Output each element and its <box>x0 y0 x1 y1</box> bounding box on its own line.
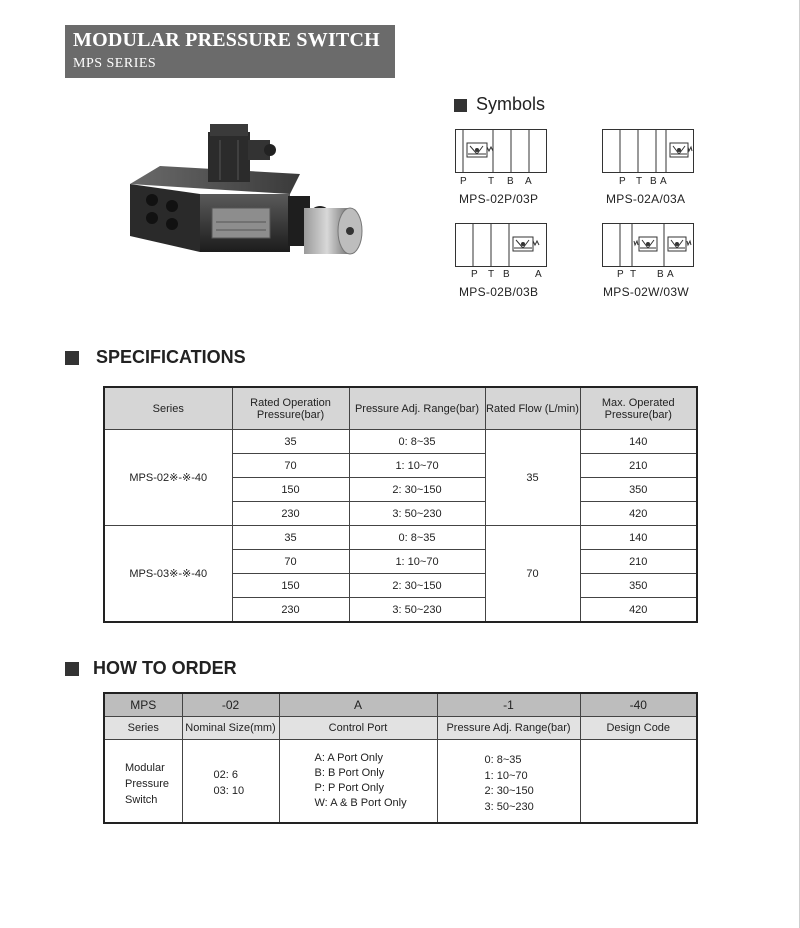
symbols-heading: Symbols <box>476 94 546 114</box>
port-label-t: T <box>636 176 643 187</box>
max-pressure-cell: 420 <box>580 502 697 526</box>
label-cell: Control Port <box>279 717 437 740</box>
symbol-mps-02b <box>455 223 547 267</box>
order-code-row <box>104 693 697 717</box>
range-cell: 1: 10~70 <box>349 550 485 574</box>
max-pressure-cell: 210 <box>580 454 697 478</box>
column-header: Max. Operated Pressure(bar) <box>580 387 697 430</box>
port-label-a: A <box>660 176 667 187</box>
port-label-t: T <box>630 269 637 280</box>
specifications-table <box>103 386 698 623</box>
code-cell: -02 <box>182 693 279 717</box>
range-cell: 3: 50~230 <box>349 502 485 526</box>
label-cell: Nominal Size(mm) <box>182 717 279 740</box>
order-heading-marker <box>65 662 79 676</box>
range-cell: 3: 50~230 <box>349 598 485 623</box>
page-subtitle: MPS SERIES <box>73 56 157 71</box>
rated-pressure-cell: 230 <box>232 502 349 526</box>
column-header: Series <box>104 387 232 430</box>
label-cell: Design Code <box>580 717 697 740</box>
rated-pressure-cell: 150 <box>232 478 349 502</box>
range-cell: 2: 30~150 <box>349 574 485 598</box>
range-cell: 0: 8~35 <box>349 526 485 550</box>
range-line: 1: 10~70 <box>484 769 528 782</box>
port-line: W: A & B Port Only <box>314 797 407 809</box>
column-header: Rated Operation Pressure(bar) <box>232 387 349 430</box>
rated-pressure-cell: 150 <box>232 574 349 598</box>
column-header: Rated Flow (L/min) <box>485 387 580 430</box>
rated-pressure-cell: 230 <box>232 598 349 623</box>
table-row <box>104 430 697 454</box>
size-line: 03: 10 <box>213 785 245 797</box>
symbol-name: MPS-02W/03W <box>603 285 689 299</box>
order-table <box>103 692 698 824</box>
port-label-p: P <box>460 176 467 187</box>
size-detail-cell <box>182 740 279 824</box>
label-cell: Pressure Adj. Range(bar) <box>437 717 580 740</box>
order-label-row <box>104 717 697 740</box>
range-cell: 2: 30~150 <box>349 478 485 502</box>
port-detail-cell <box>279 740 437 824</box>
max-pressure-cell: 350 <box>580 574 697 598</box>
order-detail-row <box>104 740 697 824</box>
range-cell: 0: 8~35 <box>349 430 485 454</box>
flow-cell: 35 <box>485 430 580 526</box>
max-pressure-cell: 420 <box>580 598 697 623</box>
symbols-heading-marker <box>454 99 467 112</box>
series-detail-cell <box>104 740 182 824</box>
port-label-a: A <box>667 269 674 280</box>
port-line: B: B Port Only <box>314 767 385 779</box>
range-line: 0: 8~35 <box>484 754 522 766</box>
port-line: P: P Port Only <box>314 782 384 794</box>
series-cell: MPS-03※-※-40 <box>104 526 232 623</box>
size-line: 02: 6 <box>213 769 238 781</box>
specifications-heading-marker <box>65 351 79 365</box>
max-pressure-cell: 140 <box>580 526 697 550</box>
code-cell: MPS <box>104 693 182 717</box>
order-heading: HOW TO ORDER <box>93 658 237 678</box>
label-cell: Series <box>104 717 182 740</box>
rated-pressure-cell: 70 <box>232 454 349 478</box>
port-label-t: T <box>488 176 495 187</box>
symbol-mps-02w <box>602 223 694 267</box>
range-detail-cell <box>437 740 580 824</box>
port-label-p: P <box>471 269 478 280</box>
table-header-row <box>104 387 697 430</box>
code-cell: A <box>279 693 437 717</box>
page-title: MODULAR PRESSURE SWITCH <box>73 29 380 51</box>
port-line: A: A Port Only <box>314 752 383 764</box>
max-pressure-cell: 210 <box>580 550 697 574</box>
symbol-name: MPS-02B/03B <box>459 285 539 299</box>
rated-pressure-cell: 35 <box>232 430 349 454</box>
code-cell: -40 <box>580 693 697 717</box>
series-line: Modular <box>125 762 165 774</box>
series-cell: MPS-02※-※-40 <box>104 430 232 526</box>
series-line: Pressure <box>125 778 170 790</box>
symbol-mps-02a <box>602 129 694 173</box>
port-label-b: B <box>650 176 657 187</box>
product-image <box>120 118 370 273</box>
port-label-p: P <box>619 176 626 187</box>
symbol-mps-02p <box>455 129 547 173</box>
range-line: 3: 50~230 <box>484 800 534 813</box>
port-label-a: A <box>535 269 542 280</box>
table-row <box>104 526 697 550</box>
rated-pressure-cell: 35 <box>232 526 349 550</box>
range-cell: 1: 10~70 <box>349 454 485 478</box>
flow-cell: 70 <box>485 526 580 623</box>
max-pressure-cell: 350 <box>580 478 697 502</box>
range-line: 2: 30~150 <box>484 785 534 797</box>
design-code-detail-cell <box>580 740 697 824</box>
title-banner <box>65 25 395 78</box>
symbol-name: MPS-02P/03P <box>459 192 539 206</box>
series-line: Switch <box>125 794 158 806</box>
port-label-p: P <box>617 269 624 280</box>
max-pressure-cell: 140 <box>580 430 697 454</box>
port-label-b: B <box>503 269 510 280</box>
specifications-heading: SPECIFICATIONS <box>96 347 246 367</box>
port-label-b: B <box>507 176 514 187</box>
port-label-t: T <box>488 269 495 280</box>
symbol-name: MPS-02A/03A <box>606 192 686 206</box>
port-label-b: B <box>657 269 664 280</box>
port-label-a: A <box>525 176 532 187</box>
rated-pressure-cell: 70 <box>232 550 349 574</box>
code-cell: -1 <box>437 693 580 717</box>
column-header: Pressure Adj. Range(bar) <box>349 387 485 430</box>
